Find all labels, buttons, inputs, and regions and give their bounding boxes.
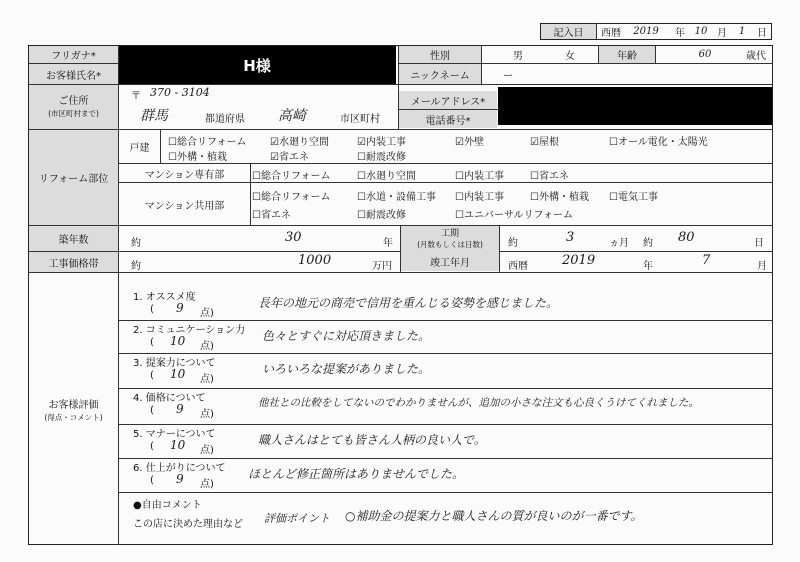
date-day-unit: 日 [757,28,767,39]
checkbox-label: 総合リフォーム [176,137,247,148]
address-sub: (市区町村まで) [48,108,99,118]
reform-checkbox[interactable] [168,133,246,148]
eval-score-open: ( [150,405,154,416]
checkbox-label: オール電化・太陽光 [617,137,708,148]
date-month-unit: 月 [717,28,727,39]
reform-checkbox[interactable] [357,206,406,221]
evaluation-label: お客様評価 [48,399,99,411]
reform-checkbox[interactable] [252,206,291,221]
completion-month: 7 [702,253,711,268]
furigana-label: フリガナ* [51,51,96,62]
eval-score-open: ( [150,475,154,486]
eval-score-open: ( [150,337,154,348]
eval-score-unit: 点) [200,479,214,490]
reform-checkbox[interactable] [270,148,309,163]
checkbox-label: 水廻り空間 [365,171,416,182]
eval-score-unit: 点) [200,374,214,385]
reform-checkbox[interactable] [357,167,416,182]
checkbox-label: 電気工事 [617,192,658,203]
gender-male: 男 [513,51,523,62]
reform-checkbox[interactable] [609,133,708,148]
eval-comment: ほとんど修正箇所はありませんでした。 [248,467,465,481]
building-age-label: 築年数 [58,235,89,246]
checkbox-icon[interactable]: ☐ [455,192,464,203]
name-value-redacted: H様 [118,46,396,84]
postal-mark: 〒 [131,91,141,102]
gender-label: 性別 [399,46,481,63]
eval-score-unit: 点) [200,341,214,352]
reform-checkbox[interactable] [455,133,484,148]
date-day: 1 [738,26,746,37]
reform-checkbox[interactable] [455,188,504,203]
checkbox-icon[interactable]: ☐ [455,171,464,182]
completion-era: 西暦 [508,261,528,272]
completion-year-unit: 年 [643,261,653,272]
building-age-unit: 年 [383,238,393,249]
eval-title: 6. 仕上がりについて [133,463,226,474]
condo-private-label: マンション専有部 [144,169,225,181]
checkbox-label: 内装工事 [463,192,504,203]
checkbox-label: ユニバーサルリフォーム [463,210,573,221]
reform-checkbox[interactable] [455,206,573,221]
price-value: 1000 [298,253,332,268]
checkbox-label: 内装工事 [463,171,504,182]
completion-label: 竣工年月 [430,258,470,269]
price-unit: 万円 [372,261,392,272]
checkbox-icon[interactable]: ☐ [357,171,366,182]
eval-score: 10 [170,438,186,452]
building-age-approx: 約 [131,238,141,249]
checkbox-icon[interactable]: ☐ [609,137,618,148]
eval-title: 5. マナーについて [133,429,216,440]
age-value: 60 [698,49,712,60]
date-year: 2019 [633,26,659,37]
address-label: ご住所 [58,95,89,107]
price-label: 工事価格帯 [48,258,99,270]
reform-checkbox[interactable] [168,148,227,163]
checkbox-label: 総合リフォーム [260,171,331,182]
eval-comment: 色々とすぐに対応頂きました。 [262,329,431,343]
free-comment-key: 評価ポイント [264,512,330,525]
eval-score-unit: 点) [200,308,214,319]
checkbox-icon[interactable]: ☐ [168,137,177,148]
eval-score-open: ( [150,304,154,315]
city-value: 高崎 [278,108,306,124]
name-label: お客様氏名* [46,70,101,82]
postal-code: 370 - 3104 [150,86,210,99]
eval-comment: 職人さんはとても皆さん人柄の良い人で。 [258,433,486,447]
reform-checkbox[interactable] [357,133,406,148]
eval-comment: いろいろな提案がありました。 [262,362,431,376]
checkbox-icon[interactable]: ☐ [252,192,261,203]
checkbox-icon[interactable]: ☐ [357,192,366,203]
checkbox-label: 耐震改修 [365,210,406,221]
condo-common-label: マンション共用部 [144,200,225,212]
period-label: 工期 [440,229,459,239]
house-label: 戸建 [129,143,150,154]
eval-title: 2. コミュニケーション力 [133,325,246,336]
eval-score: 10 [170,367,186,381]
checkbox-label: 外構・植栽 [176,152,227,163]
eval-score-open: ( [150,370,154,381]
eval-title: 4. 価格について [133,393,206,404]
period-days: 80 [678,230,695,245]
eval-comment: 他社との比較をしてないのでわかりませんが、追加の小さな注文も心良くうけてくれました。 [258,397,699,409]
reform-checkbox[interactable] [357,188,436,203]
city-unit: 市区町村 [340,114,380,125]
checkbox-icon[interactable]: ☑ [357,137,366,148]
reform-checkbox[interactable] [530,133,559,148]
free-comment-sub: この店に決めた理由など [133,519,243,530]
checkbox-icon[interactable]: ☑ [270,152,279,163]
checkbox-label: 水道・設備工事 [365,192,436,203]
eval-score: 10 [170,334,186,348]
checkbox-icon[interactable]: ☑ [455,137,464,148]
email-label: メールアドレス* [399,91,497,109]
nickname-label: ニックネーム [399,64,481,84]
checkbox-icon[interactable]: ☐ [530,192,539,203]
reform-checkbox[interactable] [455,167,504,182]
checkbox-icon[interactable]: ☐ [252,171,261,182]
date-year-unit: 年 [675,28,685,39]
eval-score-open: ( [150,441,154,452]
completion-year: 2019 [562,253,596,268]
checkbox-icon[interactable]: ☑ [530,137,539,148]
eval-score: 9 [176,472,184,486]
eval-score: 9 [176,301,184,315]
age-unit: 歳代 [746,51,766,62]
eval-score-unit: 点) [200,409,214,420]
reform-checkbox[interactable] [357,148,406,163]
reform-checkbox[interactable] [270,133,329,148]
eval-title: 1. オススメ度 [133,292,196,303]
eval-score-unit: 点) [200,445,214,456]
age-label: 年齢 [599,46,655,63]
period-months: 3 [566,230,575,245]
checkbox-label: 総合リフォーム [260,192,331,203]
checkbox-icon[interactable]: ☐ [168,152,177,163]
checkbox-label: 耐震改修 [365,152,406,163]
free-comment-label: ●自由コメント [133,500,202,511]
reform-checkbox[interactable] [252,188,330,203]
reform-checkbox[interactable] [530,188,589,203]
checkbox-label: 外壁 [463,137,484,148]
checkbox-label: 内装工事 [365,137,406,148]
period-month-unit: ヵ月 [609,238,629,249]
checkbox-icon[interactable]: ☑ [270,137,279,148]
period-approx: 約 [508,238,518,249]
eval-title: 3. 提案力について [133,358,216,369]
reform-section-label: リフォーム部位 [38,174,109,185]
date-month: 10 [694,26,708,37]
checkbox-label: 外構・植栽 [538,192,589,203]
reform-checkbox[interactable] [609,188,658,203]
checkbox-icon[interactable]: ☐ [609,192,618,203]
checkbox-icon[interactable]: ☐ [530,171,539,182]
checkbox-label: 省エネ [538,171,569,182]
free-comment-text: ○補助金の提案力と職人さんの質が良いのが一番です。 [345,509,643,523]
reform-checkbox[interactable] [252,167,330,182]
evaluation-sub: (得点・コメント) [44,412,103,422]
checkbox-label: 省エネ [278,152,309,163]
checkbox-icon[interactable]: ☐ [357,210,366,221]
reform-checkbox[interactable] [530,167,569,182]
date-era: 西暦 [601,28,621,39]
nickname-value: ー [503,70,513,82]
contact-redacted [498,87,772,125]
checkbox-icon[interactable]: ☐ [455,210,464,221]
checkbox-label: 水廻り空間 [278,137,329,148]
prefecture-value: 群馬 [140,108,168,124]
checkbox-icon[interactable]: ☐ [252,210,261,221]
price-approx: 約 [131,261,141,272]
phone-label: 電話番号* [399,110,497,128]
period-day-unit: 日 [754,238,764,249]
checkbox-label: 屋根 [538,137,559,148]
checkbox-label: 省エネ [260,210,291,221]
period-sub: (月数もしくは日数) [417,239,483,249]
eval-score: 9 [176,402,184,416]
gender-female: 女 [565,51,575,62]
prefecture-unit: 都道府県 [205,114,245,125]
period-approx2: 約 [643,238,653,249]
completion-month-unit: 月 [757,261,767,272]
eval-comment: 長年の地元の商売で信用を重んじる姿勢を感じました。 [258,296,559,310]
date-label: 記入日 [541,24,596,39]
checkbox-icon[interactable]: ☐ [357,152,366,163]
building-age-value: 30 [285,230,302,245]
